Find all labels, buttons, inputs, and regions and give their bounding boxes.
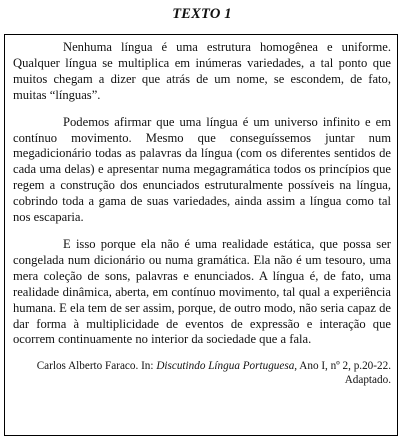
citation-publication: Discutindo Língua Portuguesa (156, 360, 295, 373)
text-frame (4, 34, 398, 436)
source-citation (13, 359, 391, 387)
citation-author: Carlos Alberto Faraco. In: (36, 360, 157, 373)
text-title: TEXTO 1 (172, 6, 232, 22)
paragraph-2: Podemos afirmar que uma língua é um universo infinito e em contínuo movimento. Mesmo que conseguíssemos juntar num megadicionário todas as palavras da língua (com os diferentes sentidos de cada uma delas) e apresentar numa megagramática todos os princípios que regem a construção dos enunciados estruturalmente possíveis na língua, cobrindo toda a gama de suas variedades, ainda assim a língua como tal nos escaparia. (13, 114, 391, 225)
paragraph-1: Nenhuma língua é uma estrutura homogênea e uniforme. Qualquer língua se multiplica em inúmeras variedades, a tal ponto que muitos chegam a dizer que atrás de um nome, se escondem, de fato, muitas “línguas”. (13, 40, 391, 102)
citation-note: Adaptado. (344, 374, 391, 387)
citation-details: , Ano I, nº 2, p.20-22. (294, 360, 391, 373)
paragraph-3: E isso porque ela não é uma realidade estática, que possa ser congelada num dicionário ou numa gramática. Ela não é um tesouro, uma mera coleção de sons, palavras e enunciados. A língua é, de fato, uma realidade dinâmica, aberta, em contínuo movimento, tal qual a experiência humana. E ela tem de ser assim, porque, de outro modo, não seria capaz de dar forma à multiplicidade de eventos de expressão e interação que ocorrem continuamente no interior da sociedade que a fala. (13, 236, 391, 347)
